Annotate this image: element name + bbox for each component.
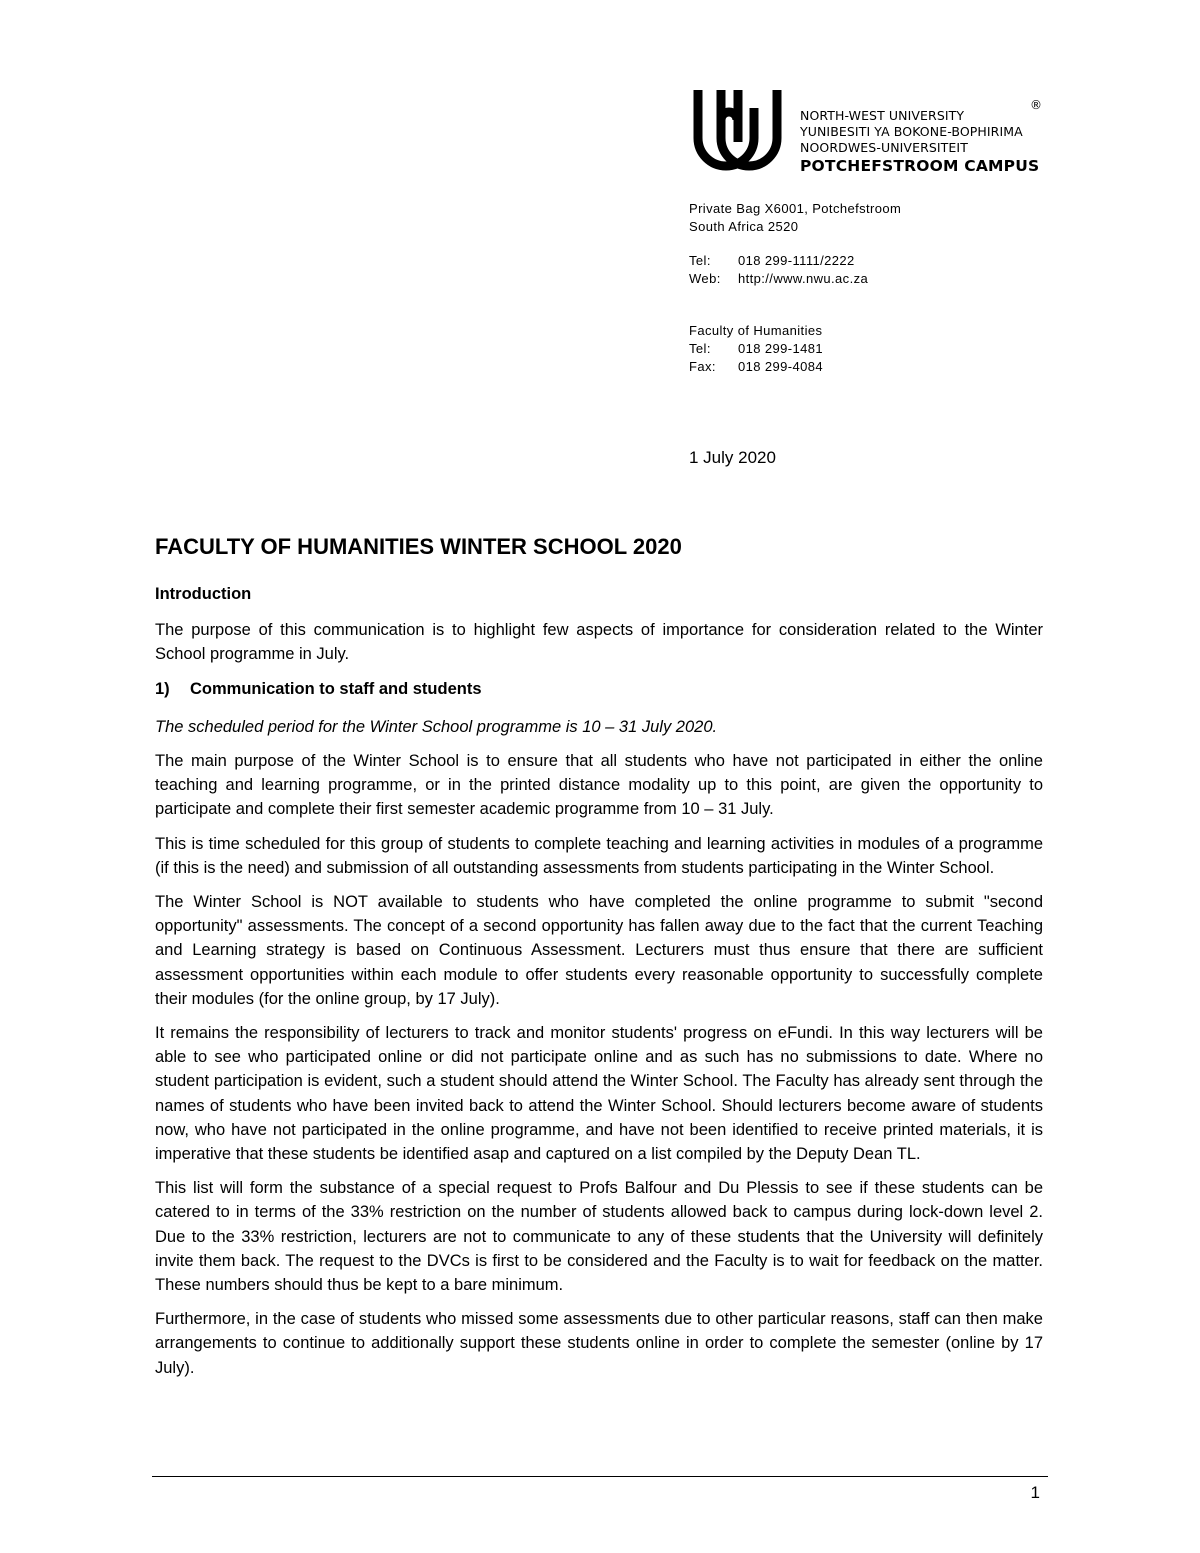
paragraph-lecturer-responsibility: It remains the responsibility of lecturers to track and monitor students' progress on eFundi. In this way lecturers will be able to see who participated online or did not participate online and as such has no submissions to date. Where no student participation is evident, such a student should attend the Winter School. The Faculty has already sent through the names of students who have been invited back to attend the Winter School. Should lecturers become aware of students now, who have not participated in the online programme, and have not been identified to receive printed materials, it is imperative that these students be identified asap and captured on a list compiled by the Deputy Dean TL. bbox=[155, 1024, 1043, 1164]
address-block bbox=[689, 200, 901, 376]
faculty-name: Faculty of Humanities bbox=[689, 323, 823, 338]
faculty-telephone-label: Tel: bbox=[689, 341, 711, 356]
footer-divider bbox=[152, 1476, 1048, 1477]
university-name-english: NORTH-WEST UNIVERSITY bbox=[800, 108, 965, 123]
university-letterhead bbox=[690, 80, 1050, 180]
section-1-number: 1) bbox=[155, 679, 170, 698]
section-1-title: Communication to staff and students bbox=[190, 679, 482, 698]
scheduled-period-note: The scheduled period for the Winter School programme is 10 – 31 July 2020. bbox=[155, 717, 718, 736]
faculty-telephone-row bbox=[689, 340, 901, 358]
university-name-afrikaans: NOORDWES-UNIVERSITEIT bbox=[800, 140, 968, 155]
web-link[interactable]: http://www.nwu.ac.za bbox=[738, 271, 869, 286]
paragraph-main-purpose: The main purpose of the Winter School is to ensure that all students who have not participated in either the online teaching and learning programme, or in the printed distance modality up to this point, are given the opportunity to participate and complete their first semester academic programme from 10 – 31 July. bbox=[155, 752, 1043, 819]
paragraph-furthermore: Furthermore, in the case of students who missed some assessments due to other particular reasons, staff can then make arrangements to continue to additionally support these students online in order to complete the semester (online by 17 July). bbox=[155, 1310, 1043, 1377]
address-line-1: Private Bag X6001, Potchefstroom bbox=[689, 201, 902, 216]
paragraph-time-scheduled: This is time scheduled for this group of students to complete teaching and learning activities in modules of a programme (if this is the need) and submission of all outstanding assessments from students participating in the Winter School. bbox=[155, 834, 1043, 877]
introduction-heading: Introduction bbox=[155, 585, 252, 603]
paragraph-not-available: The Winter School is NOT available to students who have completed the online programme to submit "second opportunity" assessments. The concept of a second opportunity has fallen away due to the fact that the current Teaching and Learning strategy is based on Continuous Assessment. Lecturers must thus ensure that there are sufficient assessment opportunities within each module to offer students every reasonable opportunity to successfully complete their modules (for the online group, by 17 July). bbox=[155, 893, 1043, 1008]
document-title: FACULTY OF HUMANITIES WINTER SCHOOL 2020 bbox=[155, 534, 682, 559]
telephone-label: Tel: bbox=[689, 253, 711, 268]
page-number: 1 bbox=[1030, 1483, 1040, 1502]
introduction-paragraph: The purpose of this communication is to highlight few aspects of importance for consideration related to the Winter School programme in July. bbox=[155, 621, 1043, 664]
telephone-row bbox=[689, 252, 901, 270]
paragraph-special-request: This list will form the substance of a special request to Profs Balfour and Du Plessis to see if these students can be catered to in terms of the 33% restriction on the number of students allowed back to campus during lock-down level 2. Due to the 33% restriction, lecturers are not to communicate to any of these students that the University will definitely invite them back. The request to the DVCs is first to be considered and the Faculty is to wait for feedback on the matter. These numbers should thus be kept to a bare minimum. bbox=[155, 1179, 1043, 1295]
web-row bbox=[689, 270, 901, 288]
faculty-telephone-value: 018 299-1481 bbox=[738, 341, 824, 356]
document-body bbox=[155, 532, 1043, 1390]
telephone-value: 018 299-1111/2222 bbox=[738, 253, 855, 268]
section-1-heading bbox=[155, 677, 1043, 701]
campus-name: POTCHEFSTROOM CAMPUS bbox=[800, 157, 1040, 175]
faculty-fax-label: Fax: bbox=[689, 359, 716, 374]
letter-date: 1 July 2020 bbox=[689, 448, 776, 467]
faculty-fax-value: 018 299-4084 bbox=[738, 359, 824, 374]
university-name-block bbox=[800, 108, 1039, 176]
address-line-2: South Africa 2520 bbox=[689, 219, 799, 234]
nwu-logo-icon bbox=[690, 80, 785, 177]
faculty-fax-row bbox=[689, 358, 901, 376]
web-label: Web: bbox=[689, 271, 721, 286]
university-name-setswana: YUNIBESITI YA BOKONE-BOPHIRIMA bbox=[800, 124, 1023, 139]
registered-trademark: ® bbox=[1030, 98, 1042, 112]
